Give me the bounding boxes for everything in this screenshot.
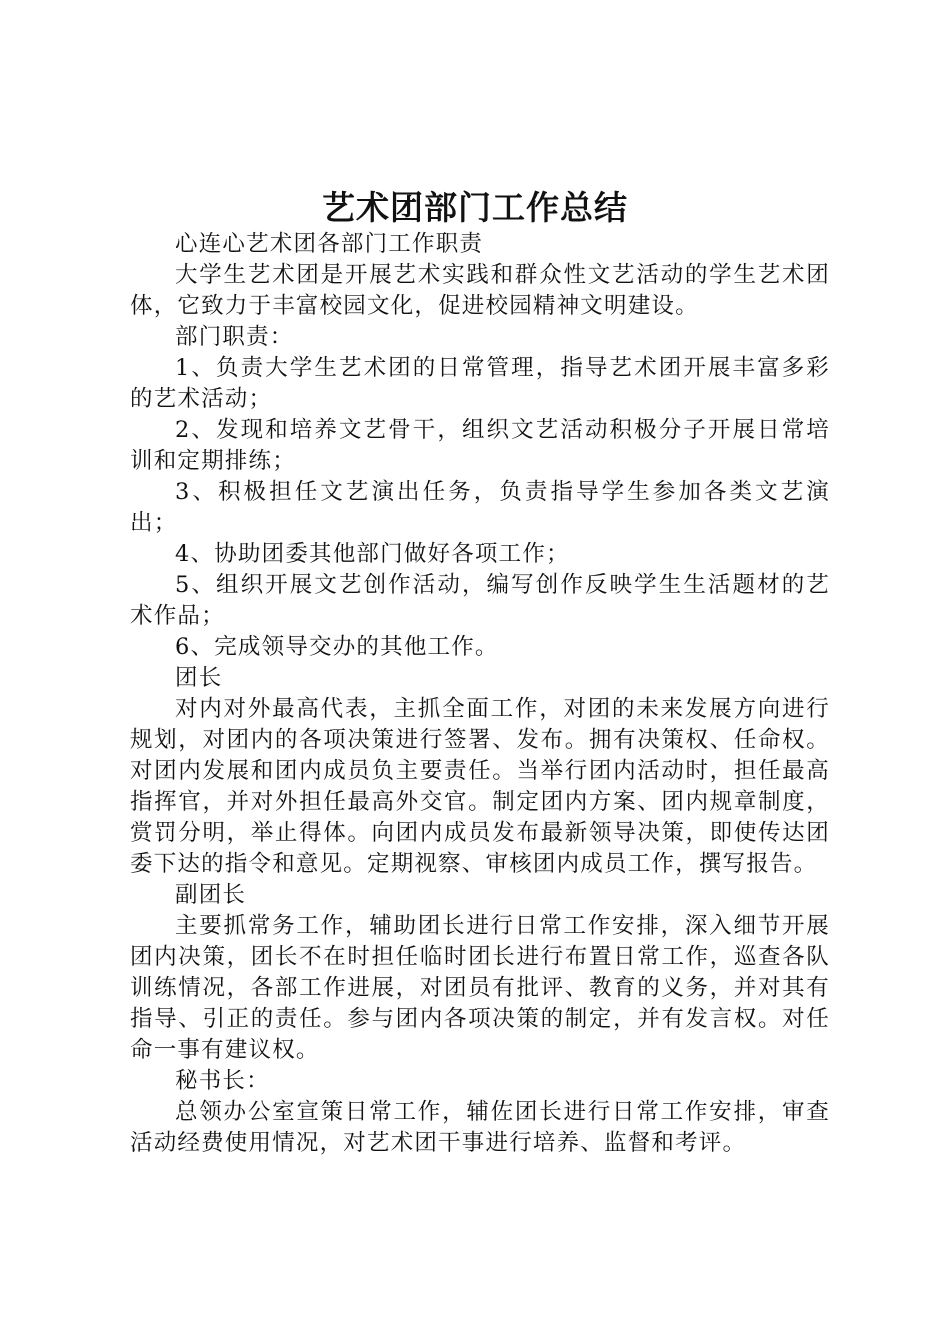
paragraph-deputy-heading: 副团长 (175, 882, 247, 908)
paragraph-dept-duties-heading: 部门职责： (175, 324, 294, 350)
paragraph-duty-4: 4、协助团委其他部门做好各项工作； (175, 541, 570, 567)
paragraph-duty-6: 6、完成领导交办的其他工作。 (175, 634, 499, 660)
paragraph-secretary-heading: 秘书长： (175, 1068, 270, 1094)
document-body (130, 229, 830, 1159)
paragraph-intro: 大学生艺术团是开展艺术实践和群众性文艺活动的学生艺术团体，它致力于丰富校园文化，促进校园精神文明建设。 (130, 262, 830, 319)
paragraph-duty-3: 3、积极担任文艺演出任务，负责指导学生参加各类文艺演出； (130, 479, 830, 536)
paragraph-deputy-duties: 主要抓常务工作，辅助团长进行日常工作安排，深入细节开展团内决策，团长不在时担任临时团长进行布置日常工作，巡查各队训练情况，各部工作进展，对团员有批评、教育的义务，并对其有指导、引正的责任。参与团内各项决策的制定，并有发言权。对任命一事有建议权。 (130, 913, 830, 1063)
paragraph-duty-1: 1、负责大学生艺术团的日常管理，指导艺术团开展丰富多彩的艺术活动； (130, 355, 830, 412)
paragraph-duty-5: 5、组织开展文艺创作活动，编写创作反映学生生活题材的艺术作品； (130, 572, 830, 629)
paragraph-subtitle: 心连心艺术团各部门工作职责 (175, 231, 484, 257)
paragraph-secretary-duties: 总领办公室宣策日常工作，辅佐团长进行日常工作安排，审查活动经费使用情况，对艺术团干事进行培养、监督和考评。 (130, 1099, 830, 1156)
document-title: 艺术团部门工作总结 (322, 188, 628, 227)
paragraph-duty-2: 2、发现和培养文艺骨干，组织文艺活动积极分子开展日常培训和定期排练； (130, 417, 830, 474)
paragraph-leader-duties: 对内对外最高代表，主抓全面工作，对团的未来发展方向进行规划，对团内的各项决策进行签署、发布。拥有决策权、任命权。对团内发展和团内成员负主要责任。当举行团内活动时，担任最高指挥官，并对外担任最高外交官。制定团内方案、团内规章制度，赏罚分明，举止得体。向团内成员发布最新领导决策，即使传达团委下达的指令和意见。定期视察、审核团内成员工作，撰写报告。 (130, 696, 830, 877)
paragraph-leader-heading: 团长 (175, 665, 223, 691)
